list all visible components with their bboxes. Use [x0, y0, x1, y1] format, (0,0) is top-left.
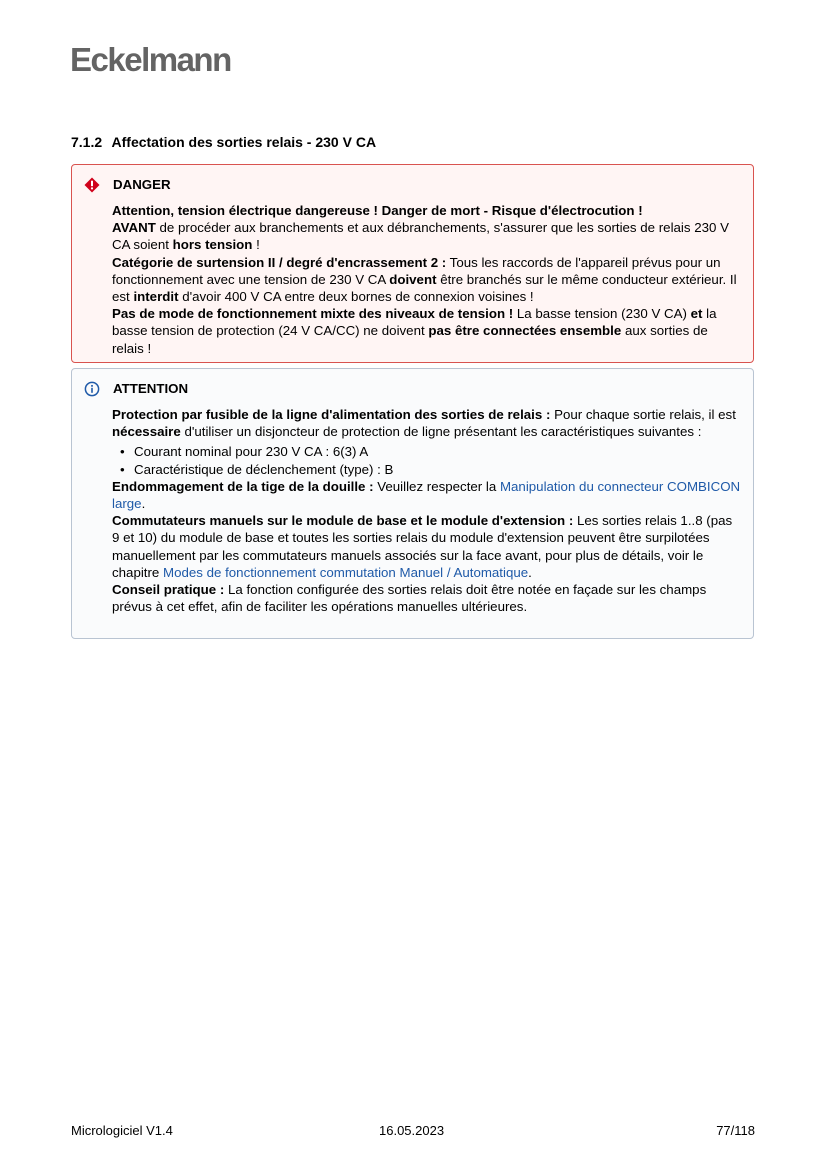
text: Pour chaque sortie relais, il est: [550, 407, 736, 422]
danger-paragraph: [112, 219, 743, 253]
attention-paragraph: [112, 581, 743, 615]
danger-warning-text: Attention, tension électrique dangereuse ! Danger de mort - Risque d'électrocution !: [112, 203, 643, 218]
emphasis: Catégorie de surtension II / degré d'encrassement 2 :: [112, 254, 447, 270]
info-circle-icon: [84, 381, 100, 397]
emphasis: Commutateurs manuels sur le module de base et le module d'extension :: [112, 513, 574, 529]
emphasis: Pas de mode de fonctionnement mixte des niveaux de tension !: [112, 306, 514, 322]
danger-body: [112, 202, 743, 357]
danger-paragraph: [112, 202, 743, 219]
text: La fonction configurée des sorties relais doit être notée en façade sur les champs prévus à cet effet, afin de faciliter les opérations manuelles ultérieures.: [112, 582, 707, 615]
list-item: • Caractéristique de déclenchement (type) : B: [120, 461, 743, 478]
text: d'utiliser un disjoncteur de protection de ligne présentant les caractéristiques suivantes :: [180, 424, 702, 440]
attention-label: ATTENTION: [113, 381, 189, 396]
emphasis: Endommagement de la tige de la douille :: [112, 478, 374, 494]
text: .: [141, 496, 146, 512]
text: .: [528, 564, 532, 580]
text: Les sorties relais 1..8 (pas 9 et 10) du module de base et toutes les sorties relais du module d'extension peuvent être surpilotées manuellement par les commutateurs manuels associés sur la face avant, pour plus de détails, voir le chapitre: [112, 513, 733, 580]
text: Tous les raccords de l'appareil prévus pour un fonctionnement avec une tension de 230 V CA: [112, 254, 721, 287]
text: aux sorties de relais !: [112, 323, 708, 356]
list-item: • Courant nominal pour 230 V CA : 6(3) A: [120, 443, 743, 460]
danger-label: DANGER: [113, 177, 171, 192]
attention-paragraph: [112, 478, 743, 512]
emphasis: AVANT: [112, 220, 156, 236]
emphasis: interdit: [133, 289, 179, 305]
section-number: 7.1.2: [71, 134, 103, 150]
attention-body: [112, 406, 743, 615]
attention-paragraph: [112, 512, 743, 581]
text: La basse tension (230 V CA): [513, 306, 691, 322]
footer-date: 16.05.2023: [379, 1123, 445, 1138]
attention-header: [84, 380, 188, 397]
text: Veuillez respecter la: [373, 478, 500, 494]
combicon-handling-link[interactable]: Manipulation du connecteur COMBICON large: [112, 478, 741, 512]
emphasis: nécessaire: [112, 424, 181, 440]
eckelmann-logo: Eckelmann: [70, 41, 231, 78]
text: de procéder aux branchements et aux débranchements, s'assurer que les sorties de relais 230 V CA soient: [112, 220, 729, 253]
text: d'avoir 400 V CA entre deux bornes de connexion voisines !: [178, 289, 534, 305]
danger-header: [84, 176, 171, 193]
danger-paragraph: [112, 254, 743, 306]
danger-paragraph: [112, 305, 743, 357]
text: !: [252, 237, 260, 253]
text: la basse tension de protection (24 V CA/CC) ne doivent: [112, 306, 717, 339]
emphasis: Conseil pratique :: [112, 582, 225, 598]
emphasis: pas être connectées ensemble: [428, 323, 622, 339]
specification-list: [112, 443, 743, 477]
text: être branchés sur le même conducteur extérieur. Il est: [112, 271, 737, 305]
warning-diamond-icon: [84, 177, 100, 193]
attention-paragraph: [112, 406, 743, 440]
danger-panel: [71, 164, 754, 363]
operating-modes-link[interactable]: Modes de fonctionnement commutation Manuel / Automatique: [163, 564, 529, 580]
footer-page-number: 77/118: [716, 1123, 755, 1138]
emphasis: et: [690, 306, 703, 322]
attention-panel: [71, 368, 754, 639]
footer-firmware-version: Micrologiciel V1.4: [71, 1123, 173, 1138]
section-title: Affectation des sorties relais - 230 V CA: [111, 134, 377, 150]
emphasis: Protection par fusible de la ligne d'alimentation des sorties de relais :: [112, 407, 551, 422]
section-heading: [71, 133, 376, 151]
emphasis: doivent: [389, 271, 437, 287]
emphasis: hors tension: [172, 237, 253, 253]
